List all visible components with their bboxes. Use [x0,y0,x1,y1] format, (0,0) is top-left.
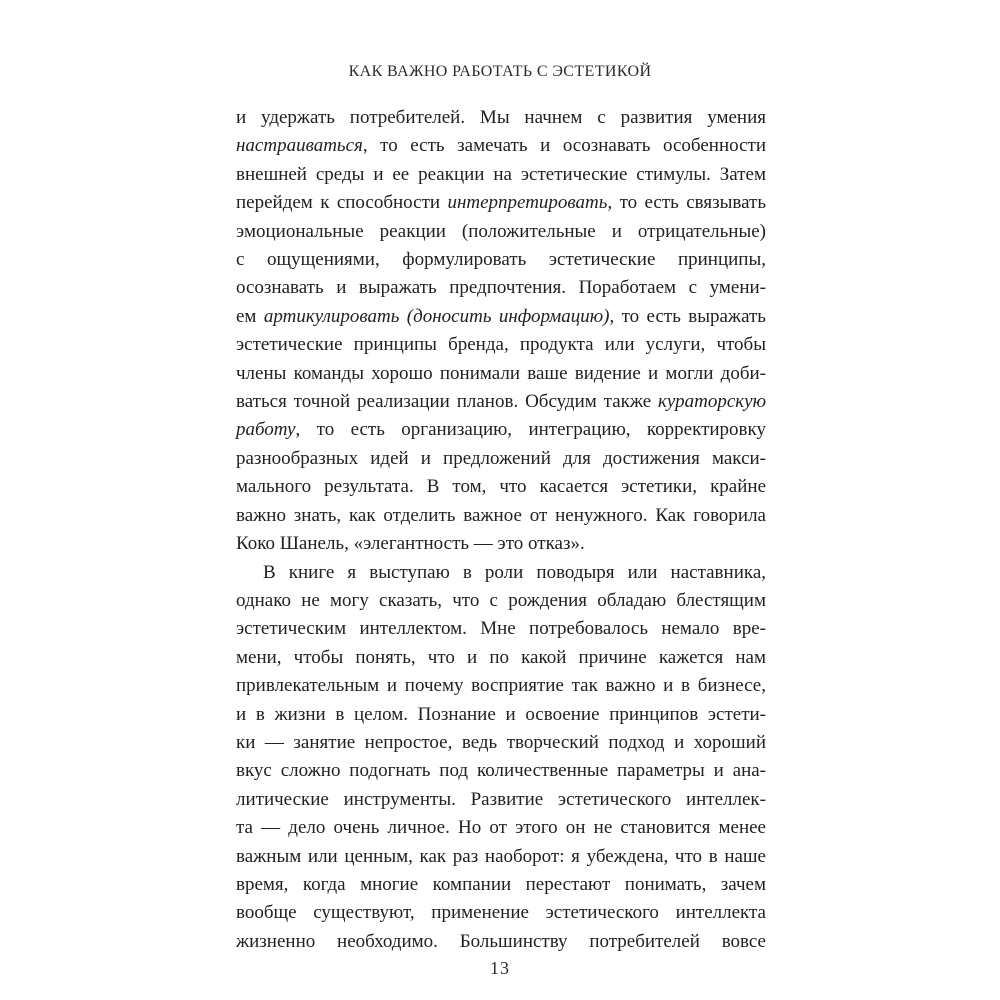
text-segment: однако не могу сказать, что с рождения обладаю блестящим [236,589,766,611]
text-line [236,218,766,246]
text-segment-italic: настраиваться [236,135,363,157]
text-line [236,757,766,785]
text-segment: члены команды хорошо понимали ваше видение и могли доби- [236,362,766,384]
text-block [236,104,766,956]
text-line [236,729,766,757]
text-line [236,587,766,615]
text-segment: перейдем к способности [236,192,448,214]
text-line [236,843,766,871]
text-line [236,672,766,700]
text-line [236,360,766,388]
text-line [236,615,766,643]
text-segment: время, когда многие компании перестают понимать, зачем [236,873,766,895]
text-segment: жизненно необходимо. Большинству потребителей вовсе [236,930,766,952]
text-segment: ем [236,305,264,327]
text-segment: вкус сложно подогнать под количественные параметры и ана- [236,760,766,782]
text-segment-italic: работу [236,419,296,441]
text-segment: эстетическим интеллектом. Мне потребовалось немало вре- [236,618,766,640]
text-segment: осознавать и выражать предпочтения. Поработаем с умени- [236,277,766,299]
text-segment: вообще существуют, применение эстетического интеллекта [236,902,766,924]
text-line [236,786,766,814]
text-line [236,416,766,444]
text-line [236,928,766,956]
text-segment: и в жизни в целом. Познание и освоение принципов эстети- [236,703,766,725]
text-segment: , то есть замечать и осознавать особенности [362,135,766,157]
text-line [236,530,766,558]
text-segment: , то есть связывать [607,192,767,214]
text-segment: важно знать, как отделить важное от ненужного. Как говорила [236,504,766,526]
text-line [236,473,766,501]
text-segment: , то есть организацию, интеграцию, корректировку [295,419,766,441]
text-segment: привлекательным и почему восприятие так важно и в бизнесе, [236,675,766,697]
text-segment: эстетические принципы бренда, продукта или услуги, чтобы [236,334,766,356]
text-line [236,274,766,302]
text-line [236,161,766,189]
text-line [236,701,766,729]
text-line [236,871,766,899]
text-segment: важным или ценным, как раз наоборот: я убеждена, что в наше [236,845,766,867]
text-line [236,502,766,530]
text-segment: разнообразных идей и предложений для достижения макси- [236,447,766,469]
text-segment: Коко Шанель, «элегантность — это отказ». [236,533,585,555]
text-line [236,388,766,416]
text-segment: В книге я выступаю в роли поводыря или наставника, [263,561,766,583]
text-segment: ки — занятие непростое, ведь творческий подход и хороший [236,731,766,753]
text-segment: литические инструменты. Развитие эстетического интеллек- [236,788,766,810]
text-line [236,246,766,274]
text-line [236,104,766,132]
text-segment: та — дело очень личное. Но от этого он не становится менее [236,817,766,839]
text-segment: , то есть выражать [609,305,766,327]
page-number: 13 [490,958,510,978]
running-head-title: КАК ВАЖНО РАБОТАТЬ С ЭСТЕТИКОЙ [348,63,652,80]
text-segment: и удержать потребителей. Мы начнем с развития умения [236,107,766,128]
text-line [236,331,766,359]
text-line [236,132,766,160]
text-segment: ваться точной реализации планов. Обсудим также [236,391,659,413]
text-line [236,644,766,672]
text-segment-italic: кураторскую [658,391,766,413]
text-segment: мального результата. В том, что касается эстетики, крайне [236,476,766,498]
text-line [236,559,766,587]
text-line [236,814,766,842]
text-segment-italic: артикулировать (доносить информацию) [263,305,610,327]
text-segment: внешней среды и ее реакции на эстетические стимулы. Затем [236,163,766,185]
text-line [236,189,766,217]
text-line [236,899,766,927]
text-segment-italic: интерпретировать [447,192,608,214]
text-segment: эмоциональные реакции (положительные и отрицательные) [236,220,766,242]
text-segment: мени, чтобы понять, что и по какой причине кажется нам [236,646,766,668]
text-segment: с ощущениями, формулировать эстетические принципы, [236,249,766,271]
text-line [236,445,766,473]
text-line [236,303,766,331]
